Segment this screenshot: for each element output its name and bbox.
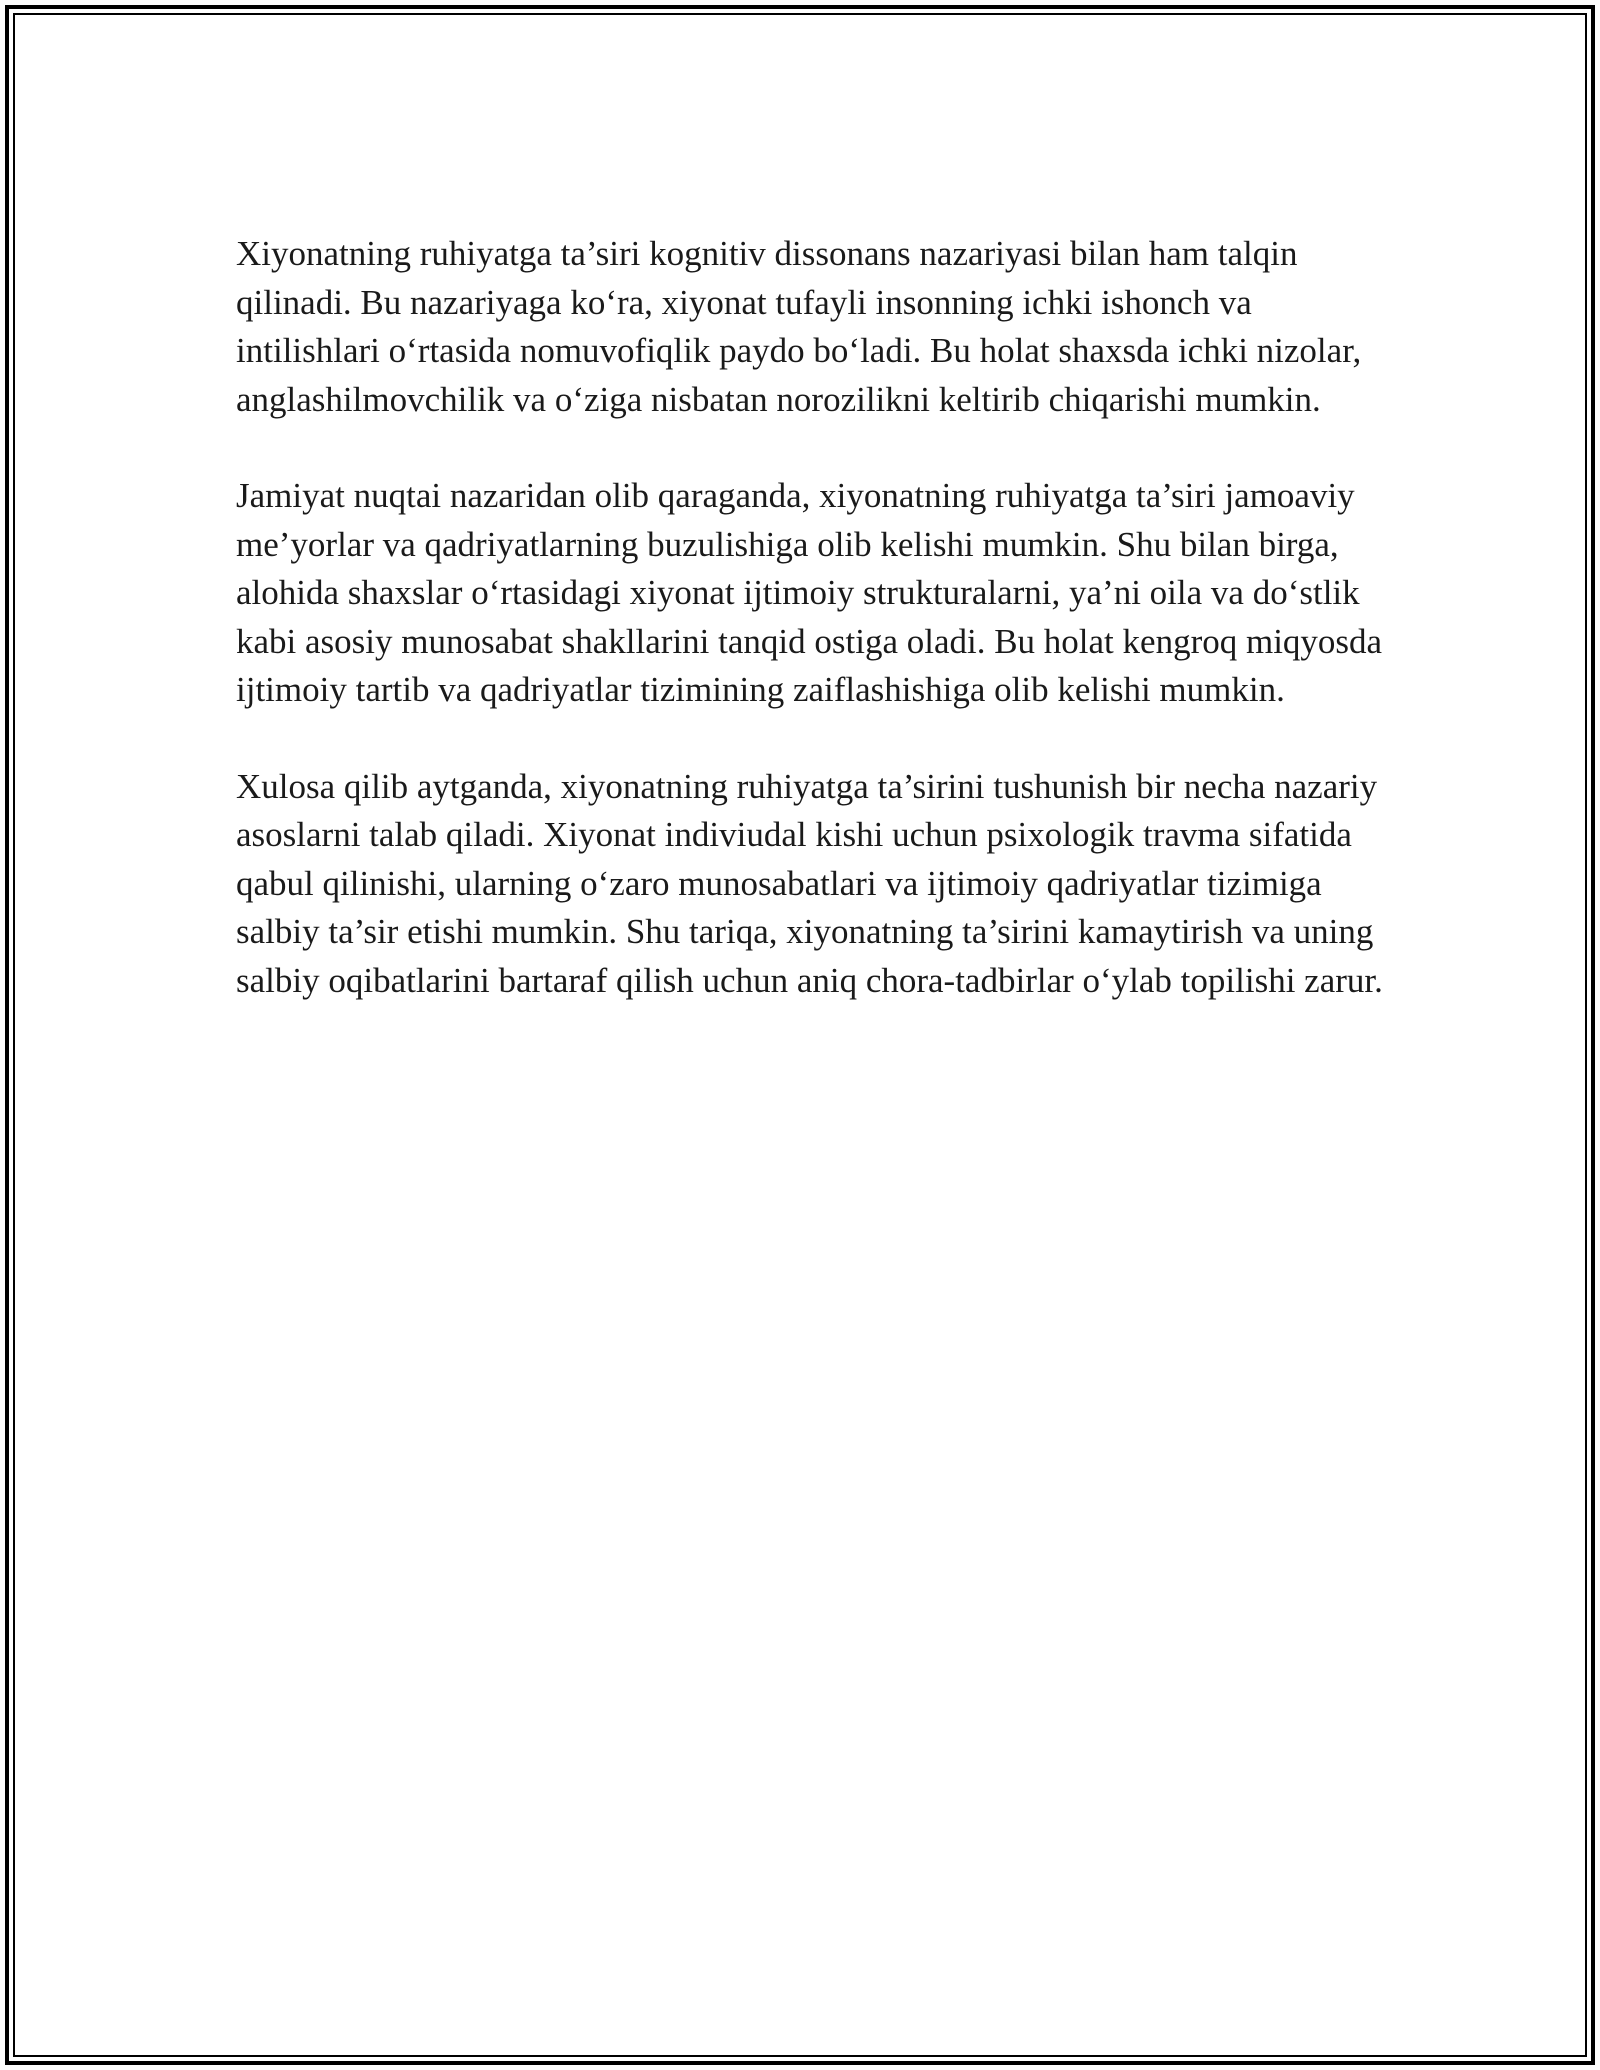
paragraph-cognitive-dissonance: Xiyonatning ruhiyatga ta’siri kognitiv dissonans nazariyasi bilan ham talqin qilinadi. Bu nazariyaga ko‘ra, xiyonat tufayli insonning ichki ishonch va intilishlari o‘rtasida nomuvofiqlik paydo bo‘ladi. Bu holat shaxsda ichki nizolar, anglashilmovchilik va o‘ziga nisbatan norozilikni keltirib chiqarishi mumkin.	[236, 234, 1362, 419]
paragraph-conclusion: Xulosa qilib aytganda, xiyonatning ruhiyatga ta’sirini tushunish bir necha nazariy asoslarni talab qiladi. Xiyonat indiviudal kishi uchun psixologik travma sifatida qabul qilinishi, ularning o‘zaro munosabatlari va ijtimoiy qadriyatlar tizimiga salbiy ta’sir etishi mumkin. Shu tariqa, xiyonatning ta’sirini kamaytirish va uning salbiy oqibatlarini bartaraf qilish uchun aniq chora-tadbirlar o‘ylab topilishi zarur.	[236, 766, 1383, 1000]
document-body	[236, 230, 1386, 1053]
paragraph-social-perspective: Jamiyat nuqtai nazaridan olib qaraganda, xiyonatning ruhiyatga ta’siri jamoaviy me’yorlar va qadriyatlarning buzulishiga olib kelishi mumkin. Shu bilan birga, alohida shaxslar o‘rtasidagi xiyonat ijtimoiy strukturalarni, ya’ni oila va do‘stlik kabi asosiy munosabat shakllarini tanqid ostiga oladi. Bu holat kengroq miqyosda ijtimoiy tartib va qadriyatlar tizimining zaiflashishiga olib kelishi mumkin.	[236, 476, 1383, 709]
